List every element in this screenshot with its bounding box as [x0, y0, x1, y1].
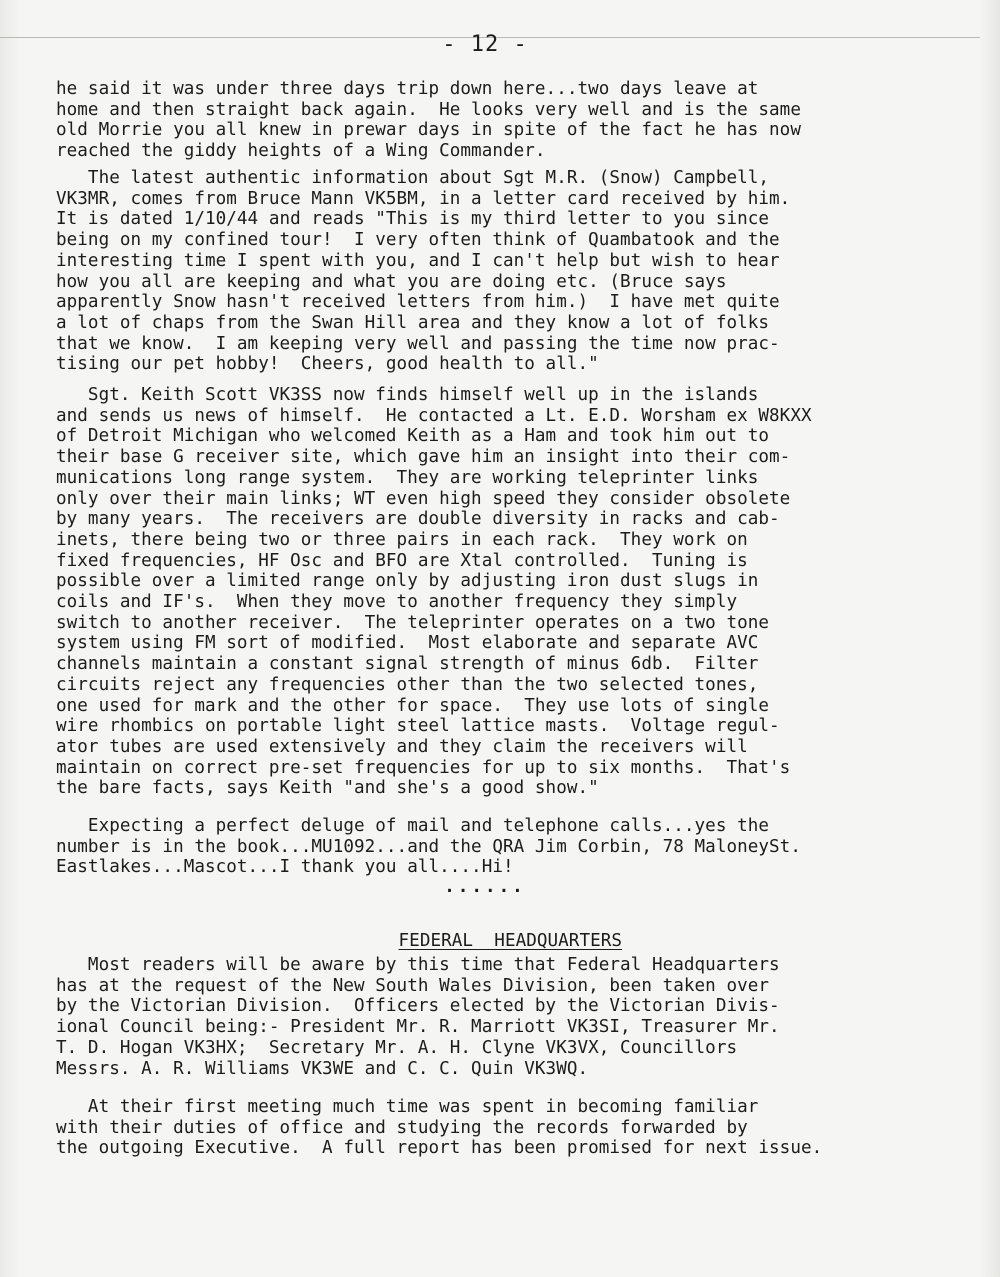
paragraph-keith-scott: Sgt. Keith Scott VK3SS now finds himself well up in the islands and sends us news of himself. He contacted a Lt. E.D. Worsham ex W8KXX of Detroit Michigan who welcomed Keith as a Ham and took him out to their base G receiver site, which gave him an insight into their com- munications long range system. They are working teleprinter links only over their main links; WT even high speed they consider obsolete by many years. The receivers are double diversity in racks and cab- inets, there being two or three pairs in each rack. They work on fixed frequencies, HF Osc and BFO are Xtal controlled. Tuning is possible over a limited range only by adjusting iron dust slugs in coils and IF's. When they move to another frequency they simply switch to another receiver. The teleprinter operates on a two tone system using FM sort of modified. Most elaborate and separate AVC channels maintain a constant signal strength of minus 6db. Filter circuits reject any frequencies other than the two selected tones, one used for mark and the other for space. They use lots of single wire rhombics on portable light steel lattice masts. Voltage regul- ator tubes are used extensively and they claim the receivers will maintain on correct pre-set frequencies for up to six months. That's the bare facts, says Keith "and she's a good show." [56, 385, 812, 799]
paragraph-jim-corbin: Expecting a perfect deluge of mail and telephone calls...yes the number is in the book...MU1092...and the QRA Jim Corbin, 78 MaloneySt. Eastlakes...Mascot...I thank you all....Hi! [56, 816, 801, 878]
paragraph-federal-hq: Most readers will be aware by this time that Federal Headquarters has at the request of the New South Wales Division, been taken over by the Victorian Division. Officers elected by the Victorian Divis- ional Council being:- President Mr. R. Marriott VK3SI, Treasurer Mr. T. D. Hogan VK3HX; Secretary Mr. A. H. Clyne VK3VX, Councillors Messrs. A. R. Williams VK3WE and C. C. Quin VK3WQ. [56, 955, 780, 1079]
section-heading-text: FEDERAL HEADQUARTERS [398, 930, 623, 951]
section-separator: ...... [444, 877, 526, 897]
paragraph-first-meeting: At their first meeting much time was spent in becoming familiar with their duties of office and studying the records forwarded by the outgoing Executive. A full report has been promised for next issue. [56, 1097, 823, 1159]
paragraph-snow-campbell: The latest authentic information about Sgt M.R. (Snow) Campbell, VK3MR, comes from Bruce Mann VK5BM, in a letter card received by him. It is dated 1/10/44 and reads "This is my third letter to you since being on my confined tour! I very often think of Quambatook and the interesting time I spent with you, and I can't help but wish to hear how you all are keeping and what you are doing etc. (Bruce says apparently Snow hasn't received letters from him.) I have met quite a lot of chaps from the Swan Hill area and they know a lot of folks that we know. I am keeping very well and passing the time now prac- tising our pet hobby! Cheers, good health to all." [56, 168, 791, 375]
paragraph-morrie-continuation: he said it was under three days trip down here...two days leave at home and then straight back again. He looks very well and is the same old Morrie you all knew in prewar days in spite of the fact he has now reached the giddy heights of a Wing Commander. [56, 79, 801, 162]
page-number: - 12 - [442, 32, 528, 57]
